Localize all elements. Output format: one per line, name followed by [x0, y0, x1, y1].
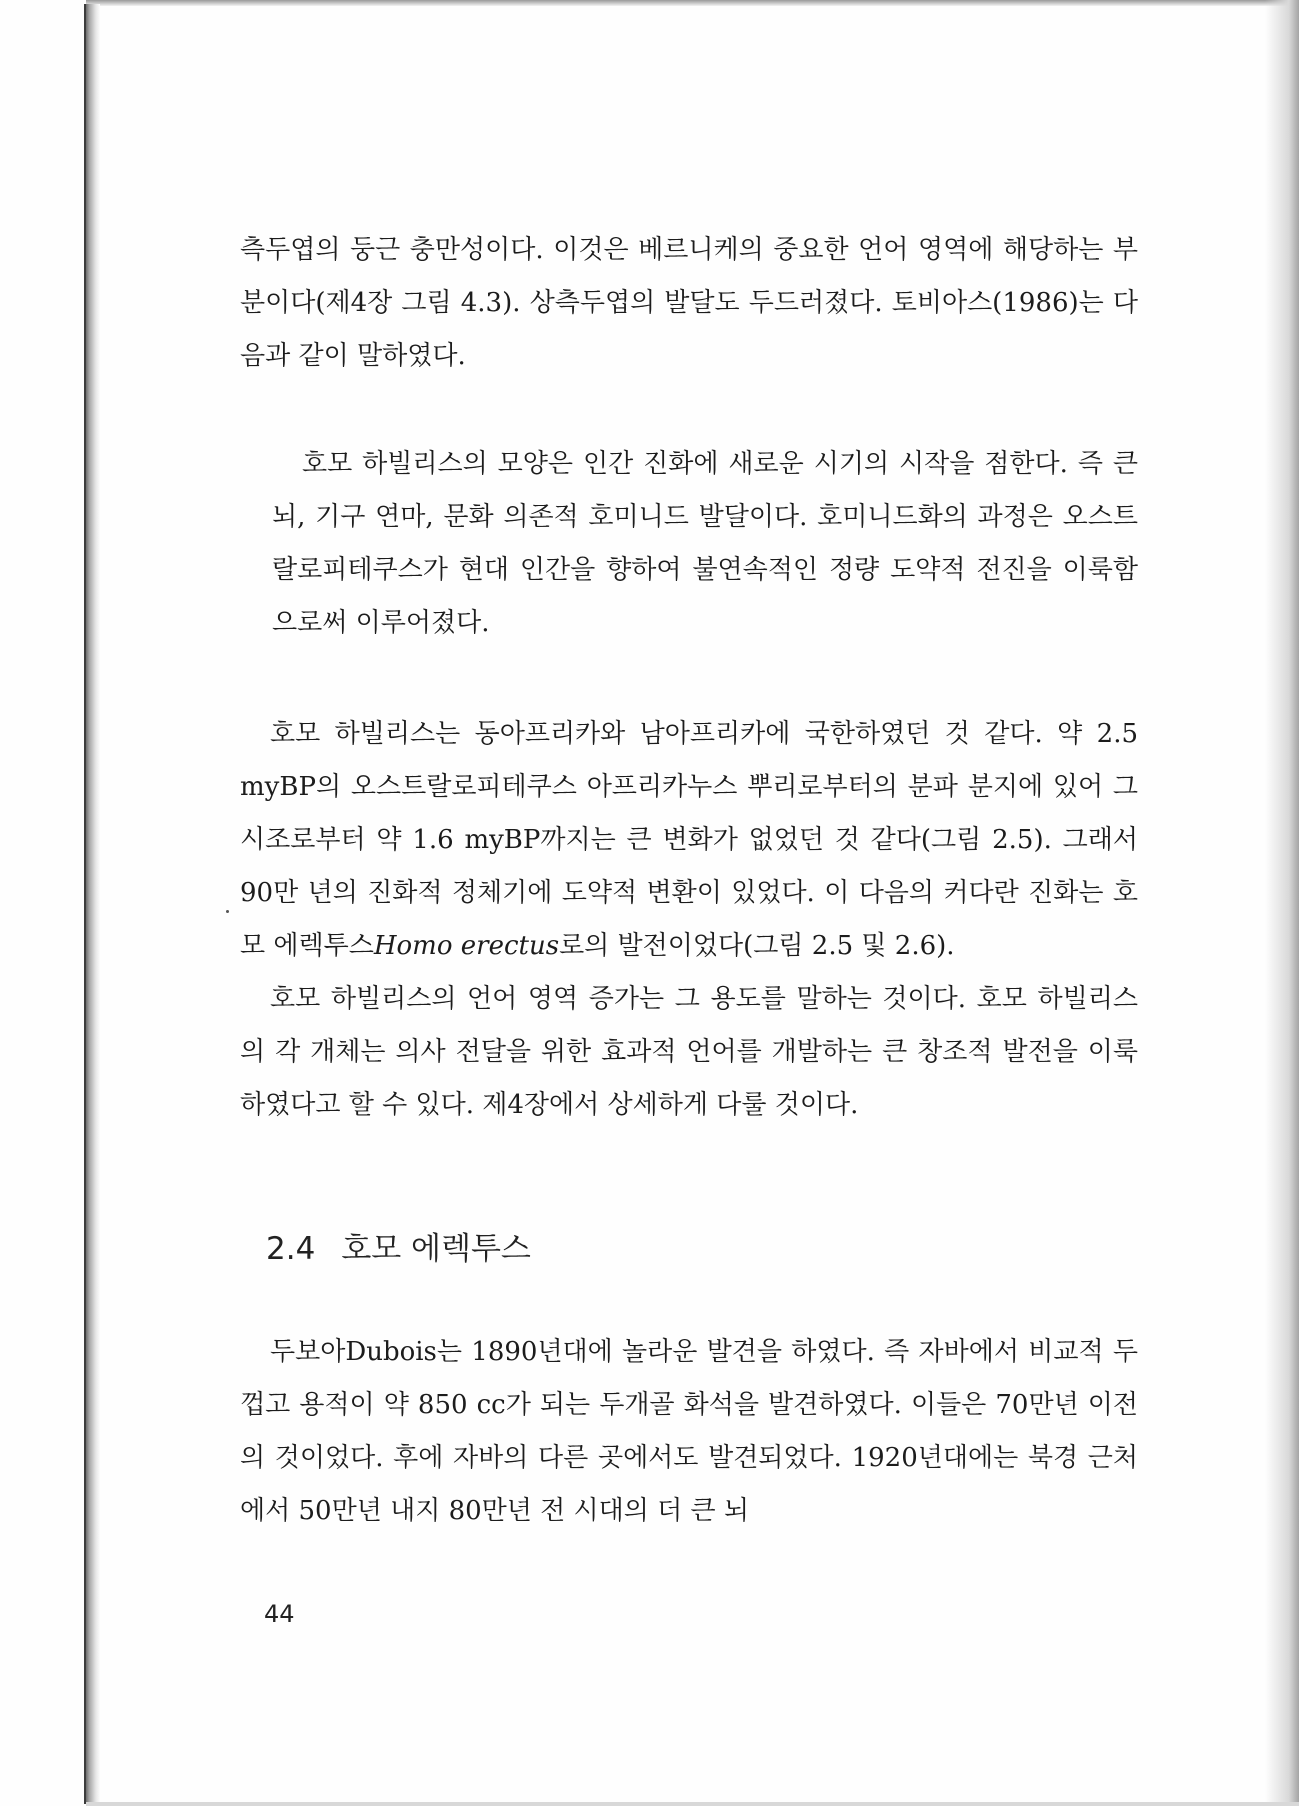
stray-mark [226, 910, 229, 913]
habilis-paragraph-1-text-a: 호모 하빌리스는 동아프리카와 남아프리카에 국한하였던 것 같다. 약 2.5 myBP의 오스트랄로피테쿠스 아프리카누스 뿌리로부터의 분파 분지에 있어 그 시조로부터 약 1.6 myBP까지는 큰 변화가 없었던 것 같다(그림 2.5). 그래서 90만 년의 진화적 정체기에 도약적 변환이 있었다. 이 다음의 커다란 진화는 호모 에렉투스 [240, 719, 1138, 961]
page-bottom-edge [86, 1802, 1299, 1806]
page-body [240, 224, 1138, 1538]
page-number: 44 [264, 1600, 295, 1628]
page-top-edge [86, 0, 1299, 6]
section-heading [266, 1224, 1138, 1274]
homo-erectus-latin-name: Homo erectus [373, 931, 560, 961]
habilis-paragraph-1 [240, 708, 1138, 973]
habilis-paragraph-2: 호모 하빌리스의 언어 영역 증가는 그 용도를 말하는 것이다. 호모 하빌리스의 각 개체는 의사 전달을 위한 효과적 언어를 개발하는 큰 창조적 발전을 이룩하였다고 할 수 있다. 제4장에서 상세하게 다룰 것이다. [240, 984, 1138, 1120]
page-right-shadow [1265, 0, 1299, 1806]
section-number: 2.4 [266, 1231, 316, 1267]
habilis-paragraph-1-text-b: 로의 발전이었다(그림 2.5 및 2.6). [559, 931, 955, 961]
intro-paragraph: 측두엽의 둥근 충만성이다. 이것은 베르니케의 중요한 언어 영역에 해당하는 부분이다(제4장 그림 4.3). 상측두엽의 발달도 두드러졌다. 토비아스(1986)는 다음과 같이 말하였다. [240, 235, 1138, 371]
page-spine-shadow [86, 4, 100, 1804]
erectus-paragraph: 두보아Dubois는 1890년대에 놀라운 발견을 하였다. 즉 자바에서 비교적 두껍고 용적이 약 850 cc가 되는 두개골 화석을 발견하였다. 이들은 70만년 이전의 것이었다. 후에 자바의 다른 곳에서도 발견되었다. 1920년대에는 북경 근처에서 50만년 내지 80만년 전 시대의 더 큰 뇌 [240, 1337, 1138, 1526]
section-title: 호모 에렉투스 [341, 1231, 531, 1267]
block-quote: 호모 하빌리스의 모양은 인간 진화에 새로운 시기의 시작을 점한다. 즉 큰 뇌, 기구 연마, 문화 의존적 호미니드 발달이다. 호미니드화의 과정은 오스트랄로피테쿠스가 현대 인간을 향하여 불연속적인 정량 도약적 전진을 이룩함으로써 이루어졌다. [272, 449, 1138, 638]
